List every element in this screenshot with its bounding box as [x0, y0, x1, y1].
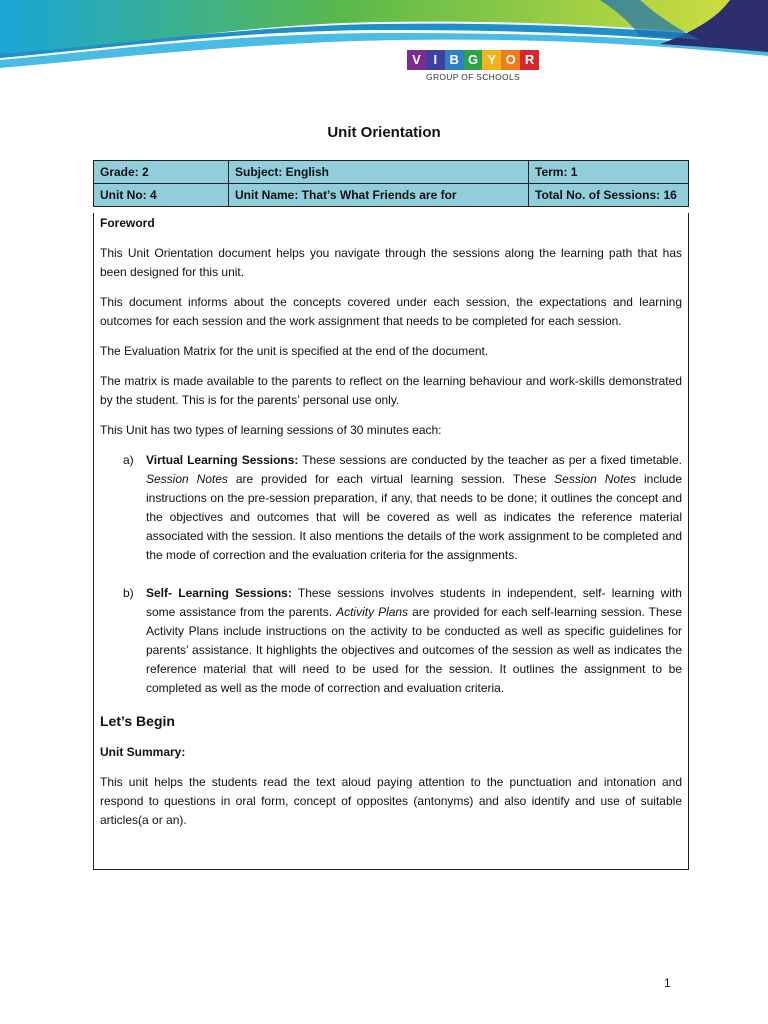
- session-type-title: Virtual Learning Sessions:: [146, 453, 299, 467]
- subject-cell: Subject: English: [229, 161, 529, 184]
- sessions-count-cell: Total No. of Sessions: 16: [529, 184, 689, 207]
- list-marker: b): [123, 586, 134, 600]
- list-text: [146, 584, 682, 698]
- header-banner: [0, 0, 768, 100]
- logo-letter-r: R: [520, 50, 539, 70]
- lets-begin-heading: Let’s Begin: [100, 713, 175, 729]
- foreword-paragraph: This Unit Orientation document helps you navigate through the sessions along the learning path that has been designed for this unit.: [100, 246, 682, 279]
- unit-name-cell: Unit Name: That’s What Friends are for: [229, 184, 529, 207]
- unit-summary-heading: Unit Summary:: [100, 745, 186, 759]
- session-text: These sessions involves students in independent, self- learning with some assistance from the parents.: [146, 586, 682, 619]
- logo-letter-o: O: [501, 50, 520, 70]
- foreword-heading: Foreword: [100, 216, 155, 230]
- session-notes-term: Session Notes: [554, 472, 637, 486]
- unit-no-cell: Unit No: 4: [94, 184, 229, 207]
- table-row: [94, 184, 689, 207]
- page-number: 1: [664, 976, 671, 990]
- foreword-paragraph: The Evaluation Matrix for the unit is specified at the end of the document.: [100, 344, 489, 358]
- logo-letter-b: B: [445, 50, 464, 70]
- vibgyor-logo: [407, 50, 539, 82]
- logo-letter-i: I: [426, 50, 445, 70]
- session-notes-term: Session Notes: [146, 472, 228, 486]
- session-text: include instructions on the pre-session preparation, if any, that needs to be done; it outlines the concept and the objectives and outcomes that will be covered as well as indicates the reference material associated with the session. It also mentions the details of the work assignment to be completed and the mode of correction and the evaluation criteria for the assignments.: [146, 472, 683, 562]
- unit-summary-text: This unit helps the students read the text aloud paying attention to the punctuation and intonation and respond to questions in oral form, concept of opposites (antonyms) and also identify and use of suitable articles(a or an).: [100, 775, 682, 827]
- foreword-box: [93, 213, 689, 870]
- page-title: Unit Orientation: [327, 124, 441, 141]
- session-text: These sessions are conducted by the teacher as per a fixed timetable.: [298, 453, 682, 467]
- session-type-title: Self- Learning Sessions:: [146, 586, 292, 600]
- session-text: are provided for each virtual learning session. These: [227, 472, 555, 486]
- foreword-paragraph: The matrix is made available to the parents to reflect on the learning behaviour and work-skills demonstrated by the student. This is for the parents’ personal use only.: [100, 374, 682, 407]
- unit-header-table: [93, 160, 689, 207]
- list-text: [146, 451, 682, 565]
- logo-letter-y: Y: [482, 50, 501, 70]
- grade-cell: Grade: 2: [94, 161, 229, 184]
- list-marker: a): [123, 453, 134, 467]
- activity-plans-term: Activity Plans: [336, 605, 409, 619]
- list-item-self-learning-sessions: [100, 584, 682, 698]
- session-text: are provided for each self-learning session. These Activity Plans include instructions on the activity to be conducted as well as specific guidelines for parents’ assistance. It highlights the objectives and outcomes of the session as well as indicates the reference material that will need to be used for the session. It outlines the assignment to be completed as well as the mode of correction and evaluation criteria.: [146, 605, 683, 695]
- foreword-paragraph: This document informs about the concepts covered under each session, the expectations and learning outcomes for each session and the work assignment that needs to be completed for each session.: [100, 295, 682, 328]
- table-row: [94, 161, 689, 184]
- term-cell: Term: 1: [529, 161, 689, 184]
- logo-subtitle: GROUP OF SCHOOLS: [426, 72, 520, 82]
- logo-letter-v: V: [407, 50, 426, 70]
- list-item-virtual-sessions: [100, 451, 682, 565]
- foreword-paragraph: This Unit has two types of learning sessions of 30 minutes each:: [100, 423, 442, 437]
- logo-letter-g: G: [464, 50, 483, 70]
